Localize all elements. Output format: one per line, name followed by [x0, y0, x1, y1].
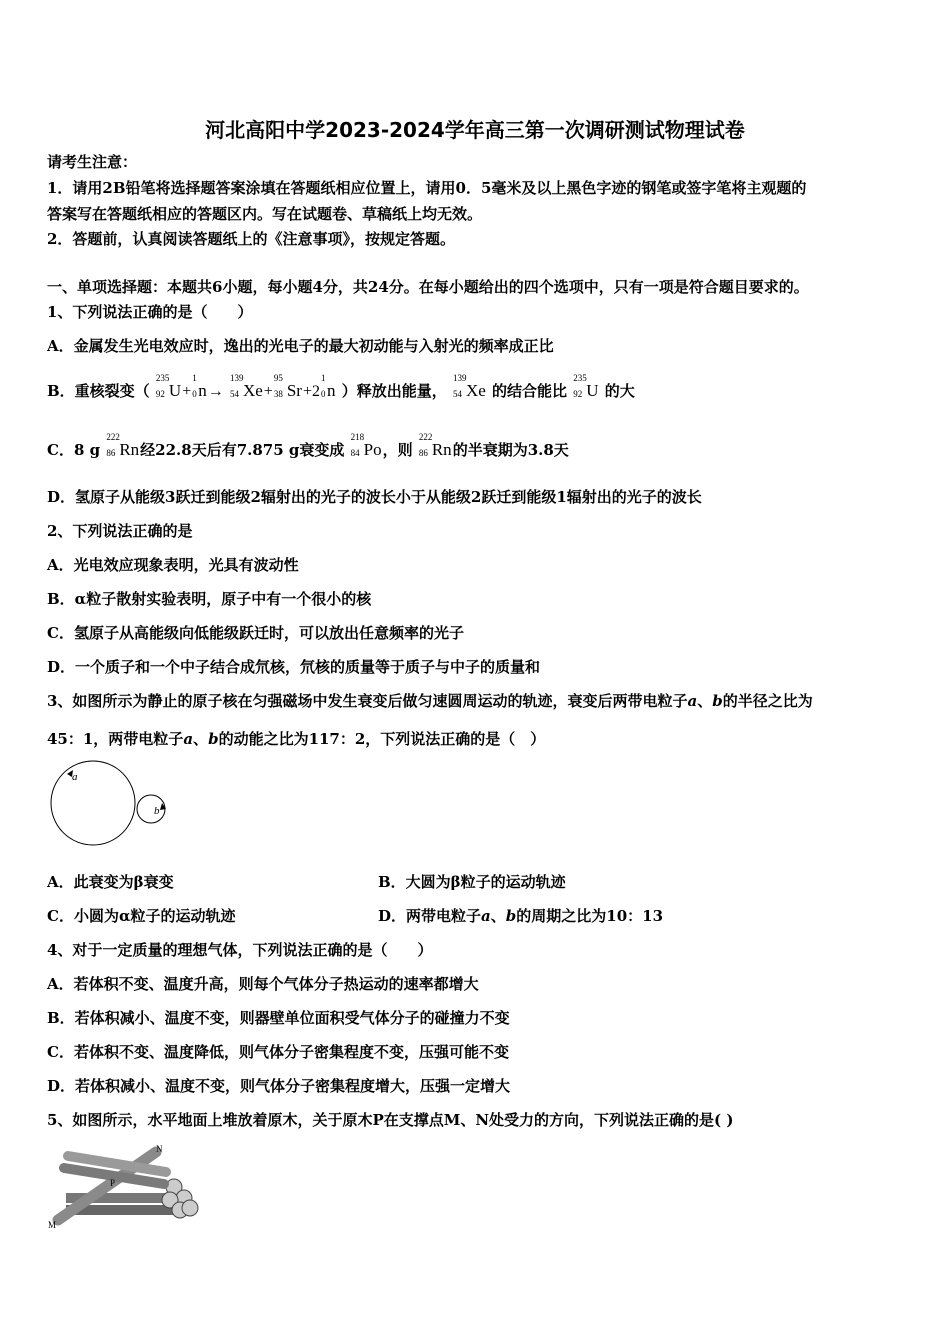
question-4-option-d: D．若体积减小、温度不变，则气体分子密集程度增大，压强一定增大 — [47, 1077, 511, 1095]
question-4-option-a: A．若体积不变、温度升高，则每个气体分子热运动的速率都增大 — [47, 975, 479, 993]
label-a: a — [72, 771, 78, 783]
question-2-option-b: B．α粒子散射实验表明，原子中有一个很小的核 — [47, 590, 372, 608]
question-3-option-c: C．小圆为α粒子的运动轨迹 — [47, 907, 236, 925]
question-4-option-c: C．若体积不变、温度降低，则气体分子密集程度不变，压强可能不变 — [47, 1043, 509, 1061]
notice-line-3: 2．答题前，认真阅读答题纸上的《注意事项》，按规定答题。 — [47, 230, 455, 248]
notice-line-1: 1．请用2B铅笔将选择题答案涂填在答题纸相应位置上，请用0．5毫米及以上黑色字迹的钢笔或签字笔将主观题的 — [47, 179, 807, 197]
question-3-stem-line-1: 3、如图所示为静止的原子核在匀强磁场中发生衰变后做匀速圆周运动的轨迹，衰变后两带电粒子a、b的半径之比为 — [47, 692, 813, 710]
question-4-option-b: B．若体积减小、温度不变，则器壁单位面积受气体分子的碰撞力不变 — [47, 1009, 510, 1027]
nuclide-xe139: 139 54 Xe — [229, 373, 263, 400]
question-5-stem: 5、如图所示，水平地面上堆放着原木，关于原木P在支撑点M、N处受力的方向，下列说法正确的是( ) — [47, 1111, 734, 1129]
question-2-stem: 2、下列说法正确的是 — [47, 522, 193, 540]
question-3-option-a: A．此衰变为β衰变 — [47, 873, 174, 891]
nuclide-u235-b: 235 92 U — [573, 373, 599, 400]
question-4-stem: 4、对于一定质量的理想气体，下列说法正确的是（ ） — [47, 941, 433, 959]
question-1-stem: 1、下列说法正确的是（ ） — [47, 303, 253, 321]
section-heading: 一、单项选择题：本题共6小题，每小题4分，共24分。在每小题给出的四个选项中，只有一项是符合题目要求的。 — [47, 278, 809, 296]
nuclide-neutron: 1 0 n — [192, 373, 207, 400]
question-1-option-d: D．氢原子从能级3跃迁到能级2辐射出的光子的波长小于从能级2跃迁到能级1辐射出的光子的波长 — [47, 488, 702, 506]
nuclide-neutron-2: 1 0 n — [320, 373, 336, 400]
question-2-option-d: D．一个质子和一个中子结合成氘核，氘核的质量等于质子与中子的质量和 — [47, 658, 541, 676]
nuclide-po218: 218 84 Po — [350, 432, 382, 459]
nuclide-xe139-b: 139 54 Xe — [452, 373, 486, 400]
label-n: N — [156, 1144, 163, 1154]
question-1-option-b: B．重核裂变（ 235 92 U+ 1 0 n→ 139 54 Xe+ 95 38 Sr+2 1 0 n ）释放出能量， 139 54 Xe 的结合能比 235 92 U 的大 — [47, 373, 635, 400]
question-3-option-b: B．大圆为β粒子的运动轨迹 — [378, 873, 566, 891]
nuclide-rn222-b: 222 86 Rn — [418, 432, 452, 459]
label-m: M — [48, 1220, 57, 1230]
nuclide-rn222: 222 86 Rn — [106, 432, 140, 459]
nuclide-sr95: 95 38 Sr — [273, 373, 302, 400]
orbit-figure — [48, 760, 173, 850]
question-1-option-c: C．8 g 222 86 Rn经22.8天后有7.875 g衰变成 218 84 Po，则 222 86 Rn的半衰期为3.8天 — [47, 432, 569, 459]
question-2-option-a: A．光电效应现象表明，光具有波动性 — [47, 556, 299, 574]
question-1-option-a: A．金属发生光电效应时，逸出的光电子的最大初动能与入射光的频率成正比 — [47, 337, 554, 355]
notice-line-2: 答案写在答题纸相应的答题区内。写在试题卷、草稿纸上均无效。 — [47, 205, 483, 223]
nuclide-u235: 235 92 U — [155, 373, 182, 400]
question-2-option-c: C．氢原子从高能级向低能级跃迁时，可以放出任意频率的光子 — [47, 624, 464, 642]
label-b: b — [154, 805, 160, 817]
notice-heading: 请考生注意： — [47, 153, 138, 171]
logs-figure — [46, 1142, 201, 1232]
large-orbit-circle — [51, 761, 135, 845]
question-3-option-d: D．两带电粒子a、b的周期之比为10：13 — [378, 907, 664, 925]
label-p: P — [110, 1178, 116, 1188]
page-title: 河北高阳中学2023-2024学年高三第一次调研测试物理试卷 — [205, 118, 745, 142]
question-3-stem-line-2: 45：1，两带电粒子a、b的动能之比为117：2，下列说法正确的是（ ） — [47, 730, 546, 748]
